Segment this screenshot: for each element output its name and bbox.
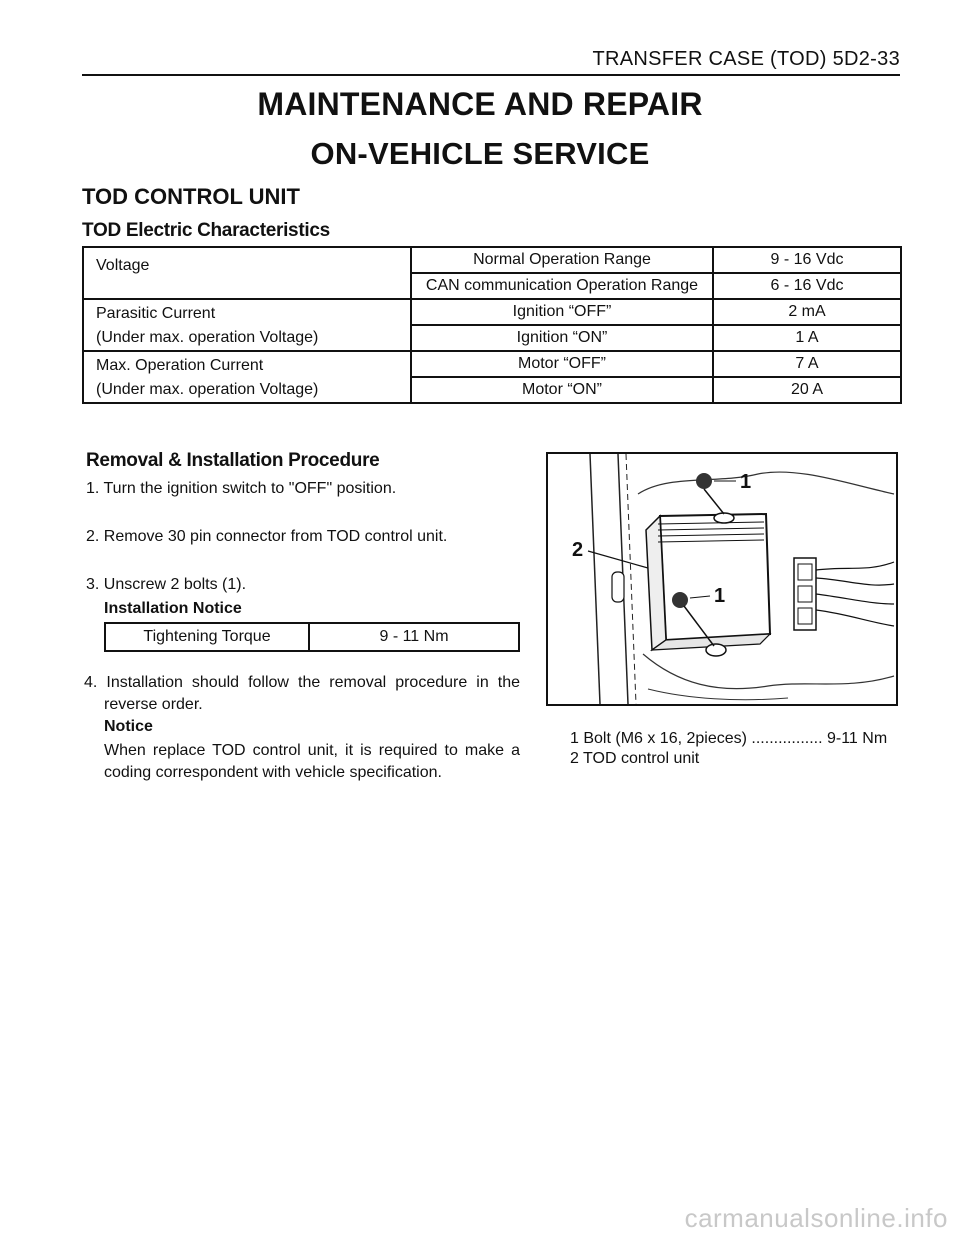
notice-line2: coding correspondent with vehicle specification. [104, 764, 442, 781]
value-cell: 2 mA [713, 299, 901, 325]
parasitic-label-line1: Parasitic Current [96, 305, 216, 322]
maxop-label-line2: (Under max. operation Voltage) [96, 381, 319, 398]
value-cell: 1 A [713, 325, 901, 351]
value-cell: 9 - 16 Vdc [713, 247, 901, 273]
tod-unit-illustration [548, 454, 896, 704]
header-text: TRANSFER CASE (TOD) 5D2-33 [592, 48, 900, 70]
condition-cell: Ignition “OFF” [411, 299, 713, 325]
condition-cell: Ignition “ON” [411, 325, 713, 351]
table-heading: TOD Electric Characteristics [82, 220, 330, 241]
torque-value: 9 - 11 Nm [309, 623, 519, 651]
table-row [83, 247, 901, 273]
legend-item-1: 1 Bolt (M6 x 16, 2pieces) ................ 9-11 Nm [570, 730, 888, 747]
main-title: MAINTENANCE AND REPAIR [257, 86, 703, 122]
max-operation-current-label [83, 351, 411, 403]
watermark: carmanualsonline.info [684, 1203, 948, 1233]
voltage-label-text: Voltage [96, 257, 150, 274]
condition-cell: Motor “OFF” [411, 351, 713, 377]
value-cell: 20 A [713, 377, 901, 403]
maxop-label-line1: Max. Operation Current [96, 357, 264, 374]
step-1: 1. Turn the ignition switch to "OFF" position. [86, 480, 397, 497]
torque-label: Tightening Torque [105, 623, 309, 651]
step-4-line1: 4. Installation should follow the removal procedure in the [84, 674, 520, 691]
callout-1-bottom: 1 [714, 585, 726, 607]
step-2: 2. Remove 30 pin connector from TOD control unit. [86, 528, 448, 545]
electric-characteristics-table [82, 246, 902, 404]
sub-title: ON-VEHICLE SERVICE [310, 136, 650, 171]
tod-control-unit-figure [546, 452, 898, 706]
callout-2: 2 [572, 539, 584, 561]
procedure-heading: Removal & Installation Procedure [86, 450, 380, 471]
notice-line1: When replace TOD control unit, it is required to make a [104, 742, 520, 759]
parasitic-label-line2: (Under max. operation Voltage) [96, 329, 319, 346]
installation-notice-label: Installation Notice [104, 600, 242, 617]
value-cell: 7 A [713, 351, 901, 377]
legend-item-2: 2 TOD control unit [570, 750, 700, 767]
table-row [83, 351, 901, 377]
notice-label: Notice [104, 718, 153, 735]
torque-table [104, 622, 520, 652]
page-header [82, 44, 900, 76]
step-3: 3. Unscrew 2 bolts (1). [86, 576, 247, 593]
table-row [105, 623, 519, 651]
value-cell: 6 - 16 Vdc [713, 273, 901, 299]
condition-cell: CAN communication Operation Range [411, 273, 713, 299]
condition-cell: Motor “ON” [411, 377, 713, 403]
parasitic-current-label [83, 299, 411, 351]
step-4-line2: reverse order. [104, 696, 203, 713]
callout-1-top: 1 [740, 471, 752, 493]
table-row [83, 299, 901, 325]
voltage-label [83, 247, 411, 299]
condition-cell: Normal Operation Range [411, 247, 713, 273]
section-title: TOD CONTROL UNIT [82, 184, 300, 209]
